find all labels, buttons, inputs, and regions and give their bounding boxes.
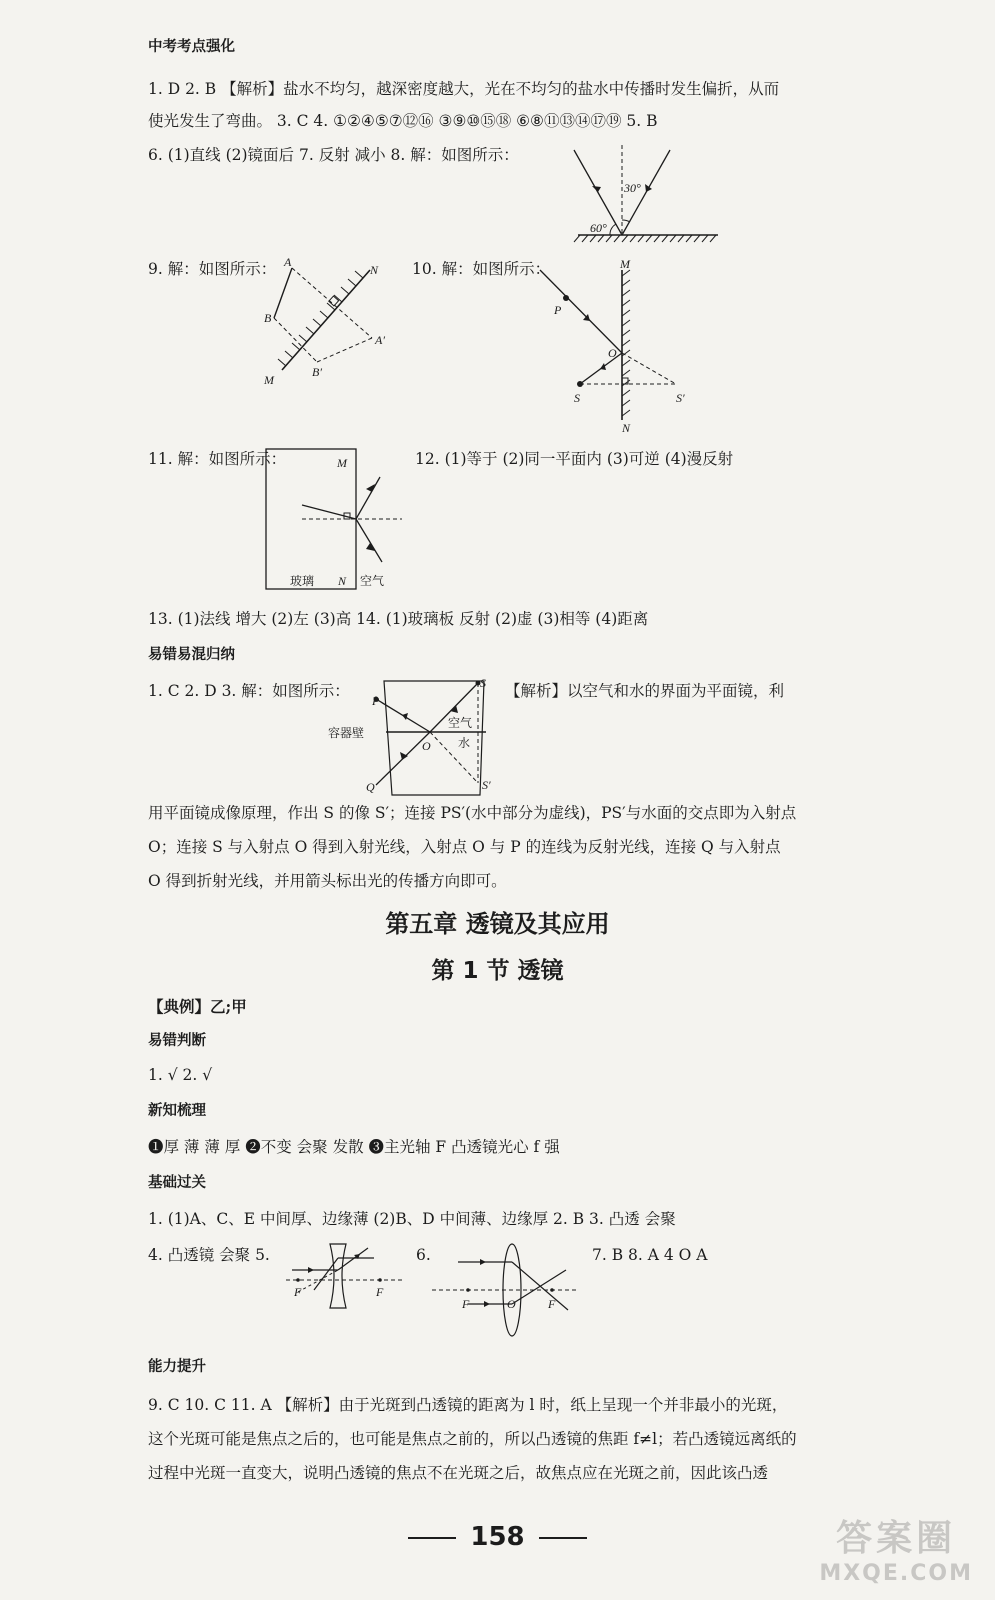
fig8-angle-60: 60° [590, 221, 607, 235]
fig9-label-B-prime: B′ [312, 365, 322, 379]
fig9-label-A-prime: A′ [375, 333, 385, 347]
panduan-answer: 1. √ 2. √ [148, 1066, 213, 1084]
fe3-label-water: 水 [458, 736, 471, 750]
watermark-url: MXQE.COM [819, 1561, 973, 1586]
fe3-label-O: O [422, 739, 431, 753]
fe3-label-Q: Q [366, 780, 375, 794]
figure-9-mirror-image [262, 255, 402, 388]
section-heading-yicuo: 易错易混归纳 [148, 647, 235, 663]
fe3-label-air: 空气 [448, 716, 473, 730]
fe3-label-S: S [480, 676, 486, 690]
figure-10-mirror-reflection [540, 258, 700, 433]
answer-line-1: 1. D 2. B 【解析】盐水不均匀，越深密度越大，光在不均匀的盐水中传播时发生偏折，从而 [148, 80, 780, 98]
jichu-q7-q8: 7. B 8. A 4 O A [592, 1246, 708, 1264]
fig11-label-M: M [337, 456, 347, 470]
q9-label: 9. 解：如图所示： [148, 260, 277, 278]
nengli-paragraph: 9. C 10. C 11. A 【解析】由于光斑到凸透镜的距离为 l 时，纸上呈现一个并非最小的光斑，这个光斑可能是焦点之后的，也可能是焦点之前的，所以凸透镜的焦距 f≠l；若凸透镜远离纸的过程中光斑一直变大，说明凸透镜的焦点不在光斑之后，故焦点应在光斑之前，因此该凸透 [148, 1396, 797, 1482]
jichu-q4-q5: 4. 凸透镜 会聚 5. [148, 1246, 270, 1264]
figure-e3-container-reflection [328, 675, 506, 813]
section-heading-xinzhi: 新知梳理 [148, 1103, 206, 1119]
fig10-label-M: M [620, 257, 630, 271]
fig5-label-F-right: F [376, 1285, 384, 1299]
yicuo-analysis-start: 【解析】以空气和水的界面为平面镜，利 [505, 682, 785, 700]
fig9-label-B: B [264, 311, 272, 325]
xinzhi-answer: ❶厚 薄 薄 厚 ❷不变 会聚 发散 ❸主光轴 F 凸透镜光心 f 强 [148, 1138, 560, 1156]
fig11-label-glass: 玻璃 [290, 574, 315, 588]
section-heading-zhongkao: 中考考点强化 [148, 39, 235, 55]
fig11-label-air: 空气 [360, 574, 385, 588]
section-title: 第 1 节 透镜 [431, 958, 564, 984]
page-number-text: 158 [470, 1522, 525, 1552]
jichu-line-1: 1. (1)A、C、E 中间厚、边缘薄 (2)B、D 中间薄、边缘厚 2. B 3. 凸透 会聚 [148, 1210, 676, 1228]
figure-8-reflection [570, 140, 730, 245]
dianli-answer: 【典例】乙;甲 [148, 997, 247, 1016]
figure-5-concave-lens [284, 1240, 409, 1310]
fig6-label-F-right: F [548, 1297, 556, 1311]
watermark-logo [819, 1510, 973, 1586]
chapter-title: 第五章 透镜及其应用 [385, 910, 610, 938]
yicuo-analysis-paragraph: 用平面镜成像原理，作出 S 的像 S′；连接 PS′(水中部分为虚线)，PS′与水面的交点即为入射点 O；连接 S 与入射点 O 得到入射光线，入射点 O 与 P 的连线为反射光线，连接 Q 与入射点 O 得到折射光线，并用箭头标出光的传播方向即可。 [148, 804, 797, 890]
fig9-label-A: A [284, 255, 292, 269]
fe3-label-S-prime: S′ [482, 778, 491, 792]
fig10-label-P: P [554, 303, 562, 317]
fig10-label-N: N [622, 421, 631, 435]
q11-label: 11. 解：如图所示： [148, 450, 287, 468]
fig10-label-S-prime: S′ [676, 391, 685, 405]
fig9-label-M: M [264, 373, 274, 387]
fig10-label-O: O [608, 346, 617, 360]
answer-line-3: 6. (1)直线 (2)镜面后 7. 反射 减小 8. 解：如图所示： [148, 146, 519, 164]
fig8-angle-30: 30° [624, 181, 641, 195]
fig6-label-F-left: F [462, 1297, 470, 1311]
q10-label: 10. 解：如图所示： [412, 260, 551, 278]
section-heading-jichu: 基础过关 [148, 1175, 206, 1191]
fe3-label-wall: 容器壁 [328, 726, 365, 740]
fig5-label-F-left: F [294, 1285, 302, 1299]
q12-answer: 12. (1)等于 (2)同一平面内 (3)可逆 (4)漫反射 [415, 450, 734, 468]
watermark-main: 答案圈 [836, 1518, 957, 1559]
answer-line-2: 使光发生了弯曲。 3. C 4. ①②④⑤⑦⑫⑯ ③⑨⑩⑮⑱ ⑥⑧⑪⑬⑭⑰⑲ 5. B [148, 112, 658, 130]
fig6-label-O: O [507, 1297, 516, 1311]
figure-6-convex-lens [430, 1240, 580, 1340]
section-heading-panduan: 易错判断 [148, 1033, 206, 1049]
fig11-label-N: N [338, 574, 347, 588]
fig10-label-S: S [574, 391, 580, 405]
fig9-label-N: N [370, 263, 379, 277]
yicuo-line-1: 1. C 2. D 3. 解：如图所示： [148, 682, 350, 700]
fe3-label-P: P [372, 694, 380, 708]
section-heading-nengli: 能力提升 [148, 1359, 206, 1375]
figure-11-refraction [262, 447, 412, 597]
jichu-q6: 6. [416, 1246, 431, 1264]
q13-14-answer: 13. (1)法线 增大 (2)左 (3)高 14. (1)玻璃板 反射 (2)虚 (3)相等 (4)距离 [148, 610, 649, 628]
